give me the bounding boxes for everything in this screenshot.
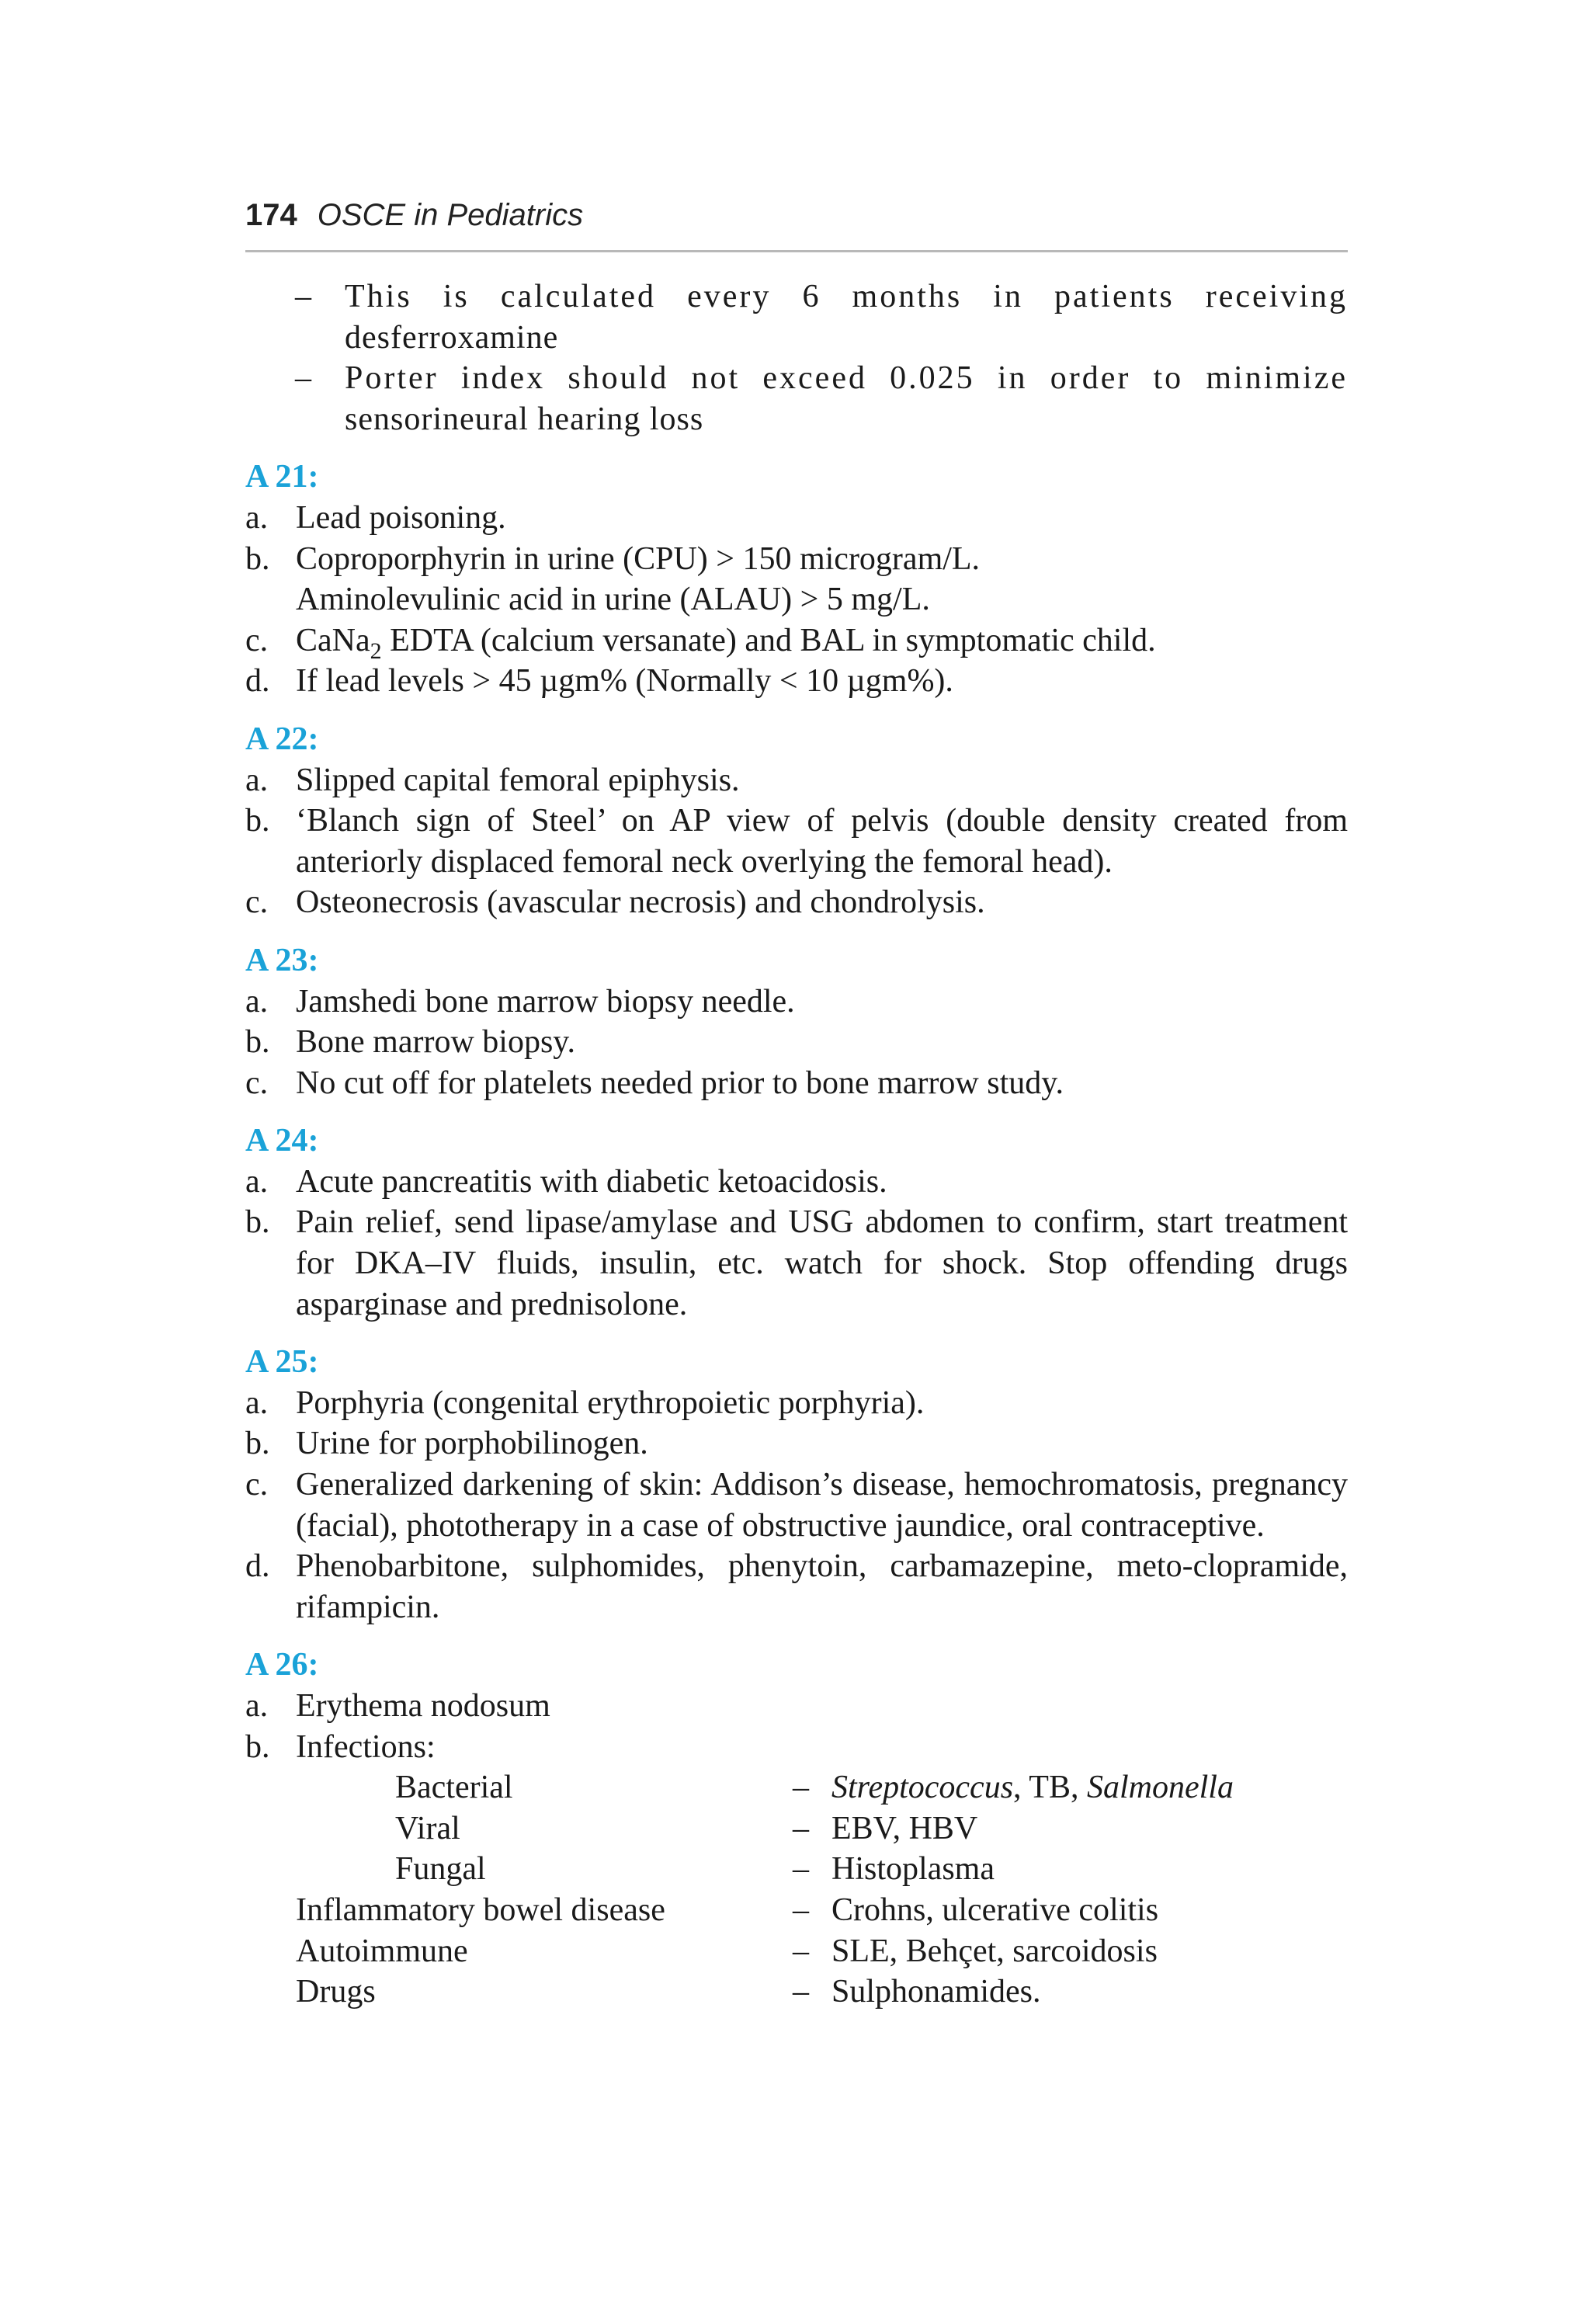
- list-item: b. Infections:: [245, 1728, 436, 1765]
- list-item: d. If lead levels > 45 µgm% (Normally < 10 µgm%).: [245, 663, 953, 700]
- intro-item: [245, 276, 1348, 358]
- answer-heading-a21: A 21:: [245, 459, 319, 495]
- page-body: [245, 276, 1348, 2013]
- header-rule: [245, 250, 1348, 252]
- list-item: c. CaNa$_2$ EDTA (calcium versanate) and BAL in symptomatic child.: [245, 622, 1156, 664]
- item-text: This is calculated every 6 months in patients receiving desferroxamine: [345, 279, 1348, 356]
- item-text: Porter index should not exceed 0.025 in order to minimize sensorineural hearing loss: [345, 360, 1348, 437]
- list-item: a. Porphyria (congenital erythropoietic porphyria).: [245, 1384, 925, 1421]
- list-item: d. Phenobarbitone, sulphomides, phenytoin, carbamazepine, meto-clopramide, rifampicin.: [245, 1548, 1348, 1625]
- list-item: b. Pain relief, send lipase/amylase and USG abdomen to confirm, start treatment for DKA–IV fluids, insulin, etc. watch for shock. Stop offending drugs asparginase and prednisolone.: [245, 1204, 1348, 1322]
- table-row: Inflammatory bowel disease – Crohns, ulcerative colitis: [296, 1892, 1159, 1928]
- list-item: a. Acute pancreatitis with diabetic ketoacidosis.: [245, 1163, 887, 1200]
- answer-heading-a22: A 22:: [245, 721, 319, 757]
- intro-item: [245, 358, 1348, 439]
- list-item: b. ‘Blanch sign of Steel’ on AP view of pelvis (double density created from anteriorly displaced femoral neck overlying the femoral head).: [245, 803, 1348, 880]
- list-item: a. Lead poisoning.: [245, 499, 506, 536]
- list-item: a. Slipped capital femoral epiphysis.: [245, 762, 740, 798]
- answer-heading-a23: A 23:: [245, 942, 319, 978]
- answer-heading-a24: A 24:: [245, 1123, 319, 1159]
- table-row: Fungal – Histoplasma: [395, 1851, 995, 1888]
- running-header: [245, 198, 583, 233]
- list-item: a. Erythema nodosum: [245, 1688, 550, 1724]
- book-title: OSCE in Pediatrics: [317, 198, 584, 232]
- table-row: Autoimmune – SLE, Behçet, sarcoidosis: [296, 1933, 1158, 1969]
- causes-table: [245, 1767, 1348, 2013]
- list-item: b. Urine for porphobilinogen.: [245, 1426, 648, 1462]
- list-item: b. Bone marrow biopsy.: [245, 1024, 576, 1061]
- list-item: b. Coproporphyrin in urine (CPU) > 150 microgram/L. Aminolevulinic acid in urine (ALAU) > 5 mg/L.: [245, 540, 981, 618]
- list-item: c. Osteonecrosis (avascular necrosis) and chondrolysis.: [245, 884, 985, 921]
- answer-heading-a25: A 25:: [245, 1344, 319, 1381]
- list-item: c. No cut off for platelets needed prior to bone marrow study.: [245, 1065, 1064, 1101]
- answer-heading-a26: A 26:: [245, 1647, 319, 1683]
- dash-marker: –: [295, 360, 311, 397]
- dash-marker: –: [295, 279, 311, 314]
- table-row: Viral – EBV, HBV: [395, 1810, 978, 1846]
- list-item: a. Jamshedi bone marrow biopsy needle.: [245, 983, 795, 1020]
- table-row: Bacterial – Streptococcus, TB, Salmonella: [395, 1770, 1234, 1806]
- page-number: 174: [245, 198, 297, 232]
- list-item: c. Generalized darkening of skin: Addison’s disease, hemochromatosis, pregnancy (facial), phototherapy in a case of obstructive jaundice, oral contraceptive.: [245, 1467, 1348, 1544]
- table-row: Drugs – Sulphonamides.: [296, 1974, 1041, 2010]
